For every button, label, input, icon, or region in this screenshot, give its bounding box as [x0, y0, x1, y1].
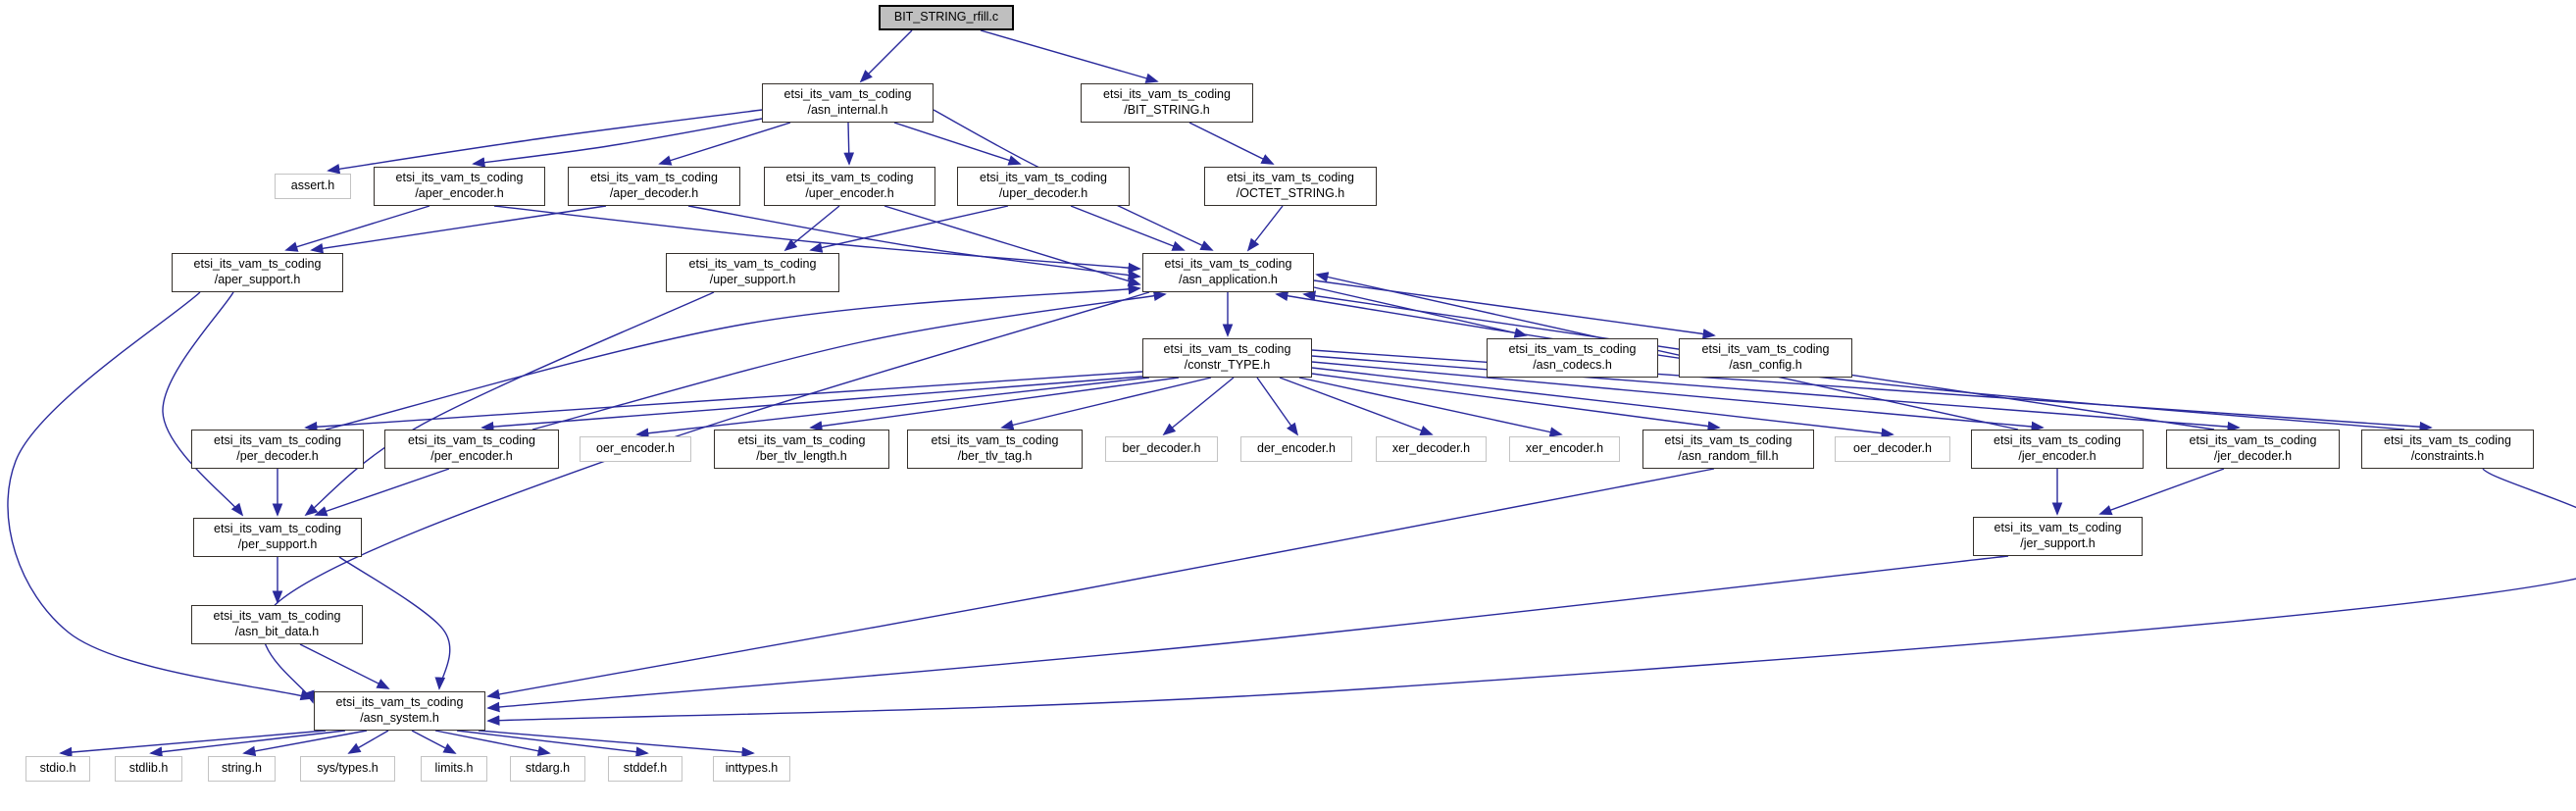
node-jerdec[interactable] [2166, 430, 2340, 469]
node-rfill-label-line: BIT_STRING_rfill.c [893, 10, 999, 25]
node-bitdata[interactable] [191, 605, 363, 644]
edge-system-to-limits [412, 731, 455, 753]
node-uperdec-label-line: /uper_decoder.h [998, 186, 1088, 200]
node-string [208, 756, 276, 782]
node-app-label-line: /asn_application.h [1179, 273, 1278, 286]
edge-system-to-stdarg [435, 731, 549, 753]
node-config-label-line: etsi_its_vam_ts_coding [1701, 342, 1830, 357]
node-uperenc-label-line: /uper_encoder.h [805, 186, 894, 200]
edge-constr-to-btlen [811, 378, 1179, 428]
node-oerenc-label-line: oer_encoder.h [596, 441, 675, 456]
edge-bitdata-to-system [300, 644, 388, 688]
node-systypes [300, 756, 395, 782]
edge-internal-to-assert [328, 110, 762, 171]
node-oerdec [1835, 436, 1950, 462]
node-bttag[interactable] [907, 430, 1083, 469]
node-perdec[interactable] [191, 430, 364, 469]
node-aperdec-label-line: etsi_its_vam_ts_coding [590, 171, 718, 185]
edge-system-to-systypes [349, 731, 388, 753]
node-codecs-label-line: etsi_its_vam_ts_coding [1508, 342, 1637, 357]
node-aperenc[interactable] [374, 167, 545, 206]
edge-internal-to-uperenc [848, 123, 849, 164]
node-stdio [25, 756, 90, 782]
node-xerenc [1509, 436, 1620, 462]
node-oerenc [580, 436, 691, 462]
edge-constr-to-derenc [1257, 378, 1297, 434]
node-upersup-label-line: /uper_support.h [709, 273, 796, 286]
node-xerdec [1376, 436, 1487, 462]
node-stddef [608, 756, 682, 782]
edge-constr-to-oerenc [637, 378, 1149, 434]
edge-constr-to-jerenc [1312, 362, 2043, 428]
node-upersup[interactable] [666, 253, 839, 292]
node-stdlib-label-line: stdlib.h [128, 761, 169, 776]
edge-constr-to-xerenc [1299, 378, 1561, 434]
node-constraints[interactable] [2361, 430, 2534, 469]
edge-jerenc-to-app [1317, 275, 2018, 430]
node-perenc-label-line: /per_encoder.h [430, 449, 513, 463]
edge-rfill-to-internal [861, 30, 912, 81]
edge-bitstring-to-octet [1189, 123, 1273, 164]
node-random-label-line: /asn_random_fill.h [1678, 449, 1779, 463]
edge-constr-to-constraints [1312, 350, 2431, 428]
node-perdec-label-line: etsi_its_vam_ts_coding [214, 433, 341, 448]
node-config-label-line: /asn_config.h [1729, 358, 1802, 372]
node-bttag-label-line: /ber_tlv_tag.h [957, 449, 1033, 463]
node-stdarg [510, 756, 585, 782]
node-btlen[interactable] [714, 430, 889, 469]
edge-jersup-to-system [488, 556, 2008, 708]
node-aperenc-label-line: /aper_encoder.h [415, 186, 504, 200]
node-stddef-label-line: stddef.h [623, 761, 668, 776]
node-systypes-label-line: sys/types.h [317, 761, 379, 776]
node-assert-label-line: assert.h [290, 178, 335, 193]
node-constraints-label-line: etsi_its_vam_ts_coding [2384, 433, 2511, 448]
node-apersup-label-line: etsi_its_vam_ts_coding [193, 257, 322, 272]
node-octet-label-line: etsi_its_vam_ts_coding [1227, 171, 1354, 185]
node-random-label-line: etsi_its_vam_ts_coding [1664, 433, 1793, 448]
node-limits-label-line: limits.h [434, 761, 474, 776]
edge-internal-to-aperdec [660, 123, 790, 164]
node-bitstring-label-line: /BIT_STRING.h [1124, 103, 1210, 117]
edge-constr-to-random [1312, 374, 1719, 428]
edge-constr-to-perenc [482, 377, 1142, 428]
node-btlen-label-line: etsi_its_vam_ts_coding [737, 433, 866, 448]
node-inttypes [713, 756, 790, 782]
edge-system-to-stdio [61, 731, 326, 753]
node-perenc-label-line: etsi_its_vam_ts_coding [408, 433, 535, 448]
node-internal[interactable] [762, 83, 934, 123]
node-constr-label-line: etsi_its_vam_ts_coding [1163, 342, 1291, 357]
edge-system-to-stdlib [151, 731, 345, 753]
node-constraints-label-line: /constraints.h [2410, 449, 2485, 463]
node-assert [275, 174, 351, 199]
node-xerdec-label-line: xer_decoder.h [1391, 441, 1471, 456]
node-octet[interactable] [1204, 167, 1377, 206]
node-jersup[interactable] [1973, 517, 2143, 556]
node-derenc-label-line: der_encoder.h [1257, 441, 1336, 456]
node-bitdata-label-line: etsi_its_vam_ts_coding [213, 609, 341, 624]
node-limits [421, 756, 487, 782]
edge-app-to-config [1314, 280, 1714, 335]
node-jerenc-label-line: etsi_its_vam_ts_coding [1994, 433, 2121, 448]
node-internal-label-line: etsi_its_vam_ts_coding [783, 87, 912, 102]
node-berdec [1105, 436, 1218, 462]
edge-perenc-to-app [532, 294, 1165, 430]
node-apersup[interactable] [172, 253, 343, 292]
node-app[interactable] [1142, 253, 1314, 292]
edge-app-to-system [263, 292, 1149, 702]
node-constr-label-line: /constr_TYPE.h [1184, 358, 1271, 372]
node-aperenc-label-line: etsi_its_vam_ts_coding [395, 171, 524, 185]
edge-internal-to-aperenc [474, 119, 762, 164]
node-inttypes-label-line: inttypes.h [725, 761, 779, 776]
node-stdarg-label-line: stdarg.h [525, 761, 571, 776]
node-jersup-label-line: etsi_its_vam_ts_coding [1994, 521, 2122, 535]
edge-rfill-to-bitstring [981, 30, 1157, 81]
node-jerenc[interactable] [1971, 430, 2144, 469]
node-btlen-label-line: /ber_tlv_length.h [756, 449, 847, 463]
node-bttag-label-line: etsi_its_vam_ts_coding [931, 433, 1059, 448]
node-random[interactable] [1642, 430, 1814, 469]
node-jerdec-label-line: etsi_its_vam_ts_coding [2189, 433, 2317, 448]
node-octet-label-line: /OCTET_STRING.h [1236, 186, 1345, 200]
node-jersup-label-line: /jer_support.h [2020, 536, 2096, 550]
node-aperdec[interactable] [568, 167, 740, 206]
node-stdio-label-line: stdio.h [39, 761, 76, 776]
node-jerenc-label-line: /jer_encoder.h [2018, 449, 2096, 463]
edge-system-to-string [244, 731, 367, 753]
node-uperdec-label-line: etsi_its_vam_ts_coding [980, 171, 1107, 185]
node-uperdec[interactable] [957, 167, 1130, 206]
edge-upersup-to-persup [306, 292, 714, 515]
node-persup-label-line: /per_support.h [237, 537, 318, 551]
node-berdec-label-line: ber_decoder.h [1122, 441, 1201, 456]
node-system-label-line: /asn_system.h [360, 711, 439, 725]
node-system-label-line: etsi_its_vam_ts_coding [335, 695, 464, 710]
node-codecs[interactable] [1487, 338, 1658, 378]
node-perenc[interactable] [384, 430, 559, 469]
node-stdlib [115, 756, 182, 782]
node-bitstring-label-line: etsi_its_vam_ts_coding [1103, 87, 1231, 102]
edge-constraints-to-system [488, 469, 2576, 721]
node-codecs-label-line: /asn_codecs.h [1533, 358, 1612, 372]
node-jerdec-label-line: /jer_decoder.h [2213, 449, 2293, 463]
edge-random-to-system [488, 469, 1714, 696]
node-xerenc-label-line: xer_encoder.h [1525, 441, 1604, 456]
node-perdec-label-line: /per_decoder.h [236, 449, 319, 463]
edge-jerdec-to-jersup [2100, 469, 2224, 514]
node-system[interactable] [314, 691, 485, 731]
node-oerdec-label-line: oer_decoder.h [1853, 441, 1932, 456]
node-aperdec-label-line: /aper_decoder.h [609, 186, 699, 200]
node-bitdata-label-line: /asn_bit_data.h [234, 625, 320, 638]
node-constr[interactable] [1142, 338, 1312, 378]
edge-internal-to-uperdec [894, 123, 1020, 164]
node-persup[interactable] [193, 518, 362, 557]
node-rfill [879, 5, 1014, 30]
node-uperenc[interactable] [764, 167, 935, 206]
node-bitstring[interactable] [1081, 83, 1253, 123]
node-persup-label-line: etsi_its_vam_ts_coding [214, 522, 341, 536]
node-app-label-line: etsi_its_vam_ts_coding [1164, 257, 1292, 272]
node-internal-label-line: /asn_internal.h [807, 103, 888, 117]
node-uperenc-label-line: etsi_its_vam_ts_coding [785, 171, 914, 185]
edge-uperdec-to-upersup [811, 206, 1008, 250]
node-string-label-line: string.h [222, 761, 262, 776]
edge-perenc-to-persup [316, 469, 449, 515]
node-apersup-label-line: /aper_support.h [214, 273, 301, 286]
node-derenc [1240, 436, 1352, 462]
edge-octet-to-app [1248, 206, 1283, 250]
edge-apersup-to-persup [163, 292, 242, 515]
node-upersup-label-line: etsi_its_vam_ts_coding [688, 257, 817, 272]
node-config[interactable] [1679, 338, 1852, 378]
